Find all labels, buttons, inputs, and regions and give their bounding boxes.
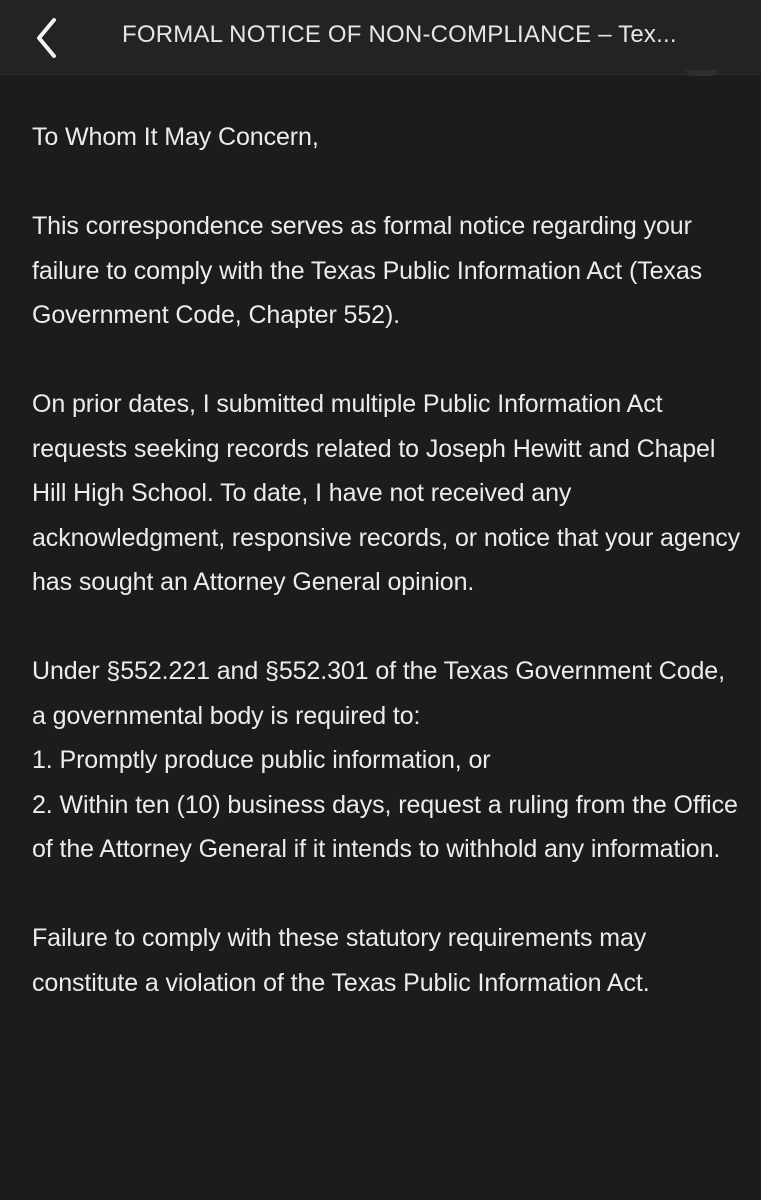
paragraph-violation: Failure to comply with these statutory requirements may constitute a violation of the Texas Public Information Act.	[32, 924, 650, 997]
paragraph-requests: On prior dates, I submitted multiple Public Information Act requests seeking records related to Joseph Hewitt and Chapel Hill High School. To date, I have not received any acknowledgment, responsive records, or notice that your agency has sought an Attorney General opinion.	[32, 390, 741, 596]
chevron-left-icon	[24, 8, 74, 64]
paragraph-notice: This correspondence serves as formal notice regarding your failure to comply with the Texas Public Information Act (Texas Government Code, Chapter 552).	[32, 212, 703, 329]
back-button[interactable]	[24, 8, 74, 64]
scroll-indicator	[686, 70, 718, 76]
paragraph-statute: Under §552.221 and §552.301 of the Texas Government Code, a governmental body is required to: 1. Promptly produce public information, or 2. Within ten (10) business days, request a ruling from the Office of the Attorney General if it intends to withhold any information.	[32, 657, 738, 863]
navigation-bar	[0, 0, 761, 75]
salutation: To Whom It May Concern,	[32, 123, 319, 151]
page-title: FORMAL NOTICE OF NON-COMPLIANCE – Tex...	[122, 21, 677, 48]
document-body	[32, 115, 742, 1050]
